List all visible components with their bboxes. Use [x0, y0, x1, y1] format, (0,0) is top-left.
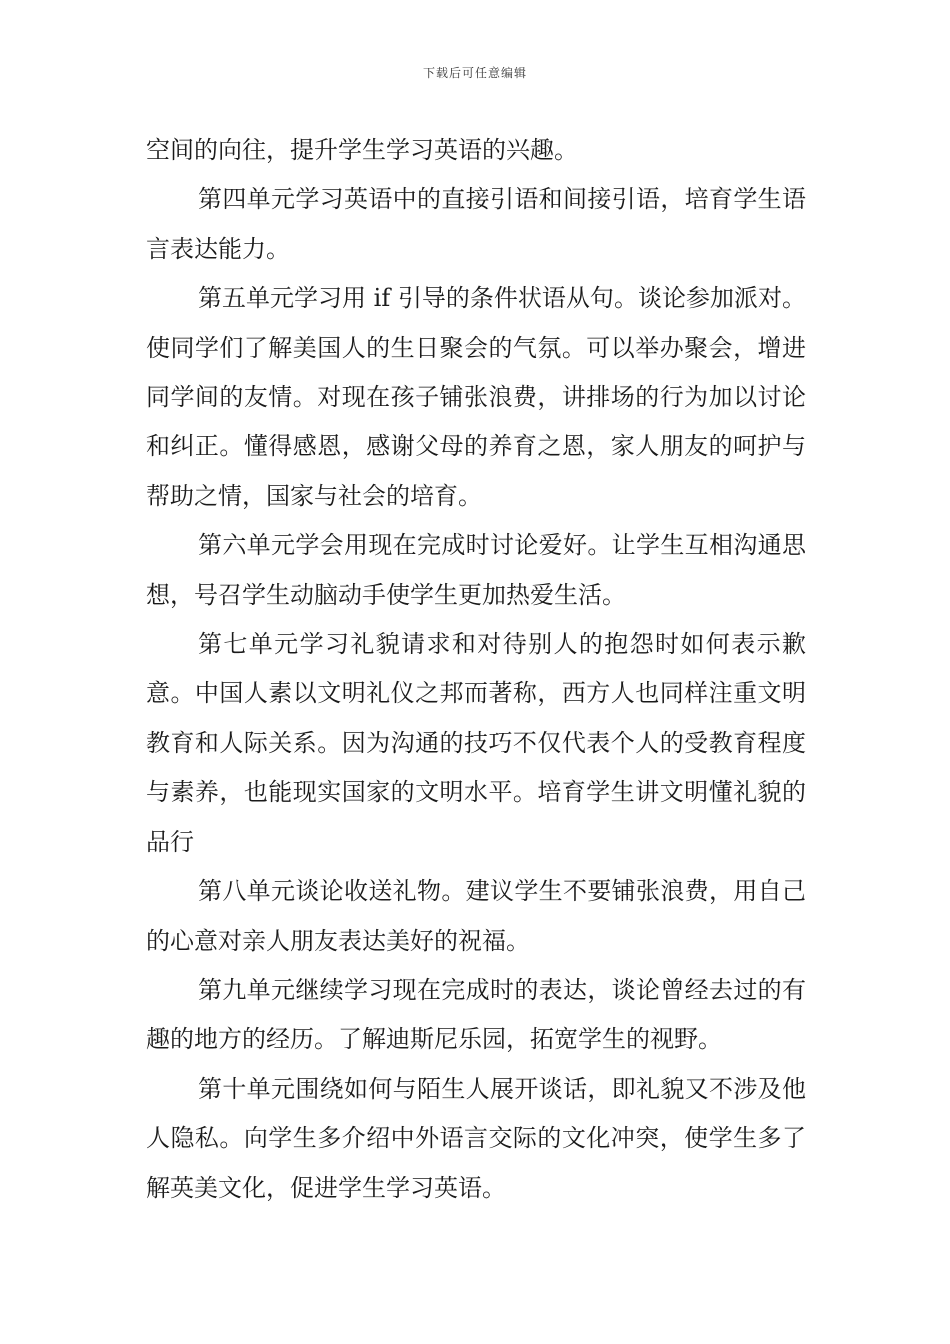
paragraph-continuation: 空间的向往，提升学生学习英语的兴趣。 [146, 136, 578, 164]
paragraph-unit-4: 第四单元学习英语中的直接引语和间接引语，培育学生语言表达能力。 [146, 185, 806, 263]
page-header: 下载后可任意编辑 [422, 66, 527, 80]
paragraph-unit-5: 第五单元学习用 if 引导的条件状语从句。谈论参加派对。使同学们了解美国人的生日聚会的气氛。可以举办聚会，增进同学间的友情。对现在孩子铺张浪费，讲排场的行为加以讨论和纠正。懂得感恩，感谢父母的养育之恩，家人朋友的呵护与帮助之情，国家与社会的培育。 [146, 284, 806, 510]
document-body [146, 126, 806, 1213]
paragraph-unit-8: 第八单元谈论收送礼物。建议学生不要铺张浪费，用自己的心意对亲人朋友表达美好的祝福。 [146, 877, 806, 955]
paragraph-unit-6: 第六单元学会用现在完成时讨论爱好。让学生互相沟通思想，号召学生动脑动手使学生更加热爱生活。 [146, 531, 806, 609]
paragraph-unit-10: 第十单元围绕如何与陌生人展开谈话，即礼貌又不涉及他人隐私。向学生多介绍中外语言交际的文化冲突，使学生多了解英美文化，促进学生学习英语。 [146, 1074, 806, 1202]
paragraph-unit-7: 第七单元学习礼貌请求和对待别人的抱怨时如何表示歉意。中国人素以文明礼仪之邦而著称，西方人也同样注重文明教育和人际关系。因为沟通的技巧不仅代表个人的受教育程度与素养，也能现实国家的文明水平。培育学生讲文明懂礼貌的品行 [146, 630, 806, 856]
paragraph-unit-9: 第九单元继续学习现在完成时的表达，谈论曾经去过的有趣的地方的经历。了解迪斯尼乐园，拓宽学生的视野。 [146, 975, 806, 1054]
